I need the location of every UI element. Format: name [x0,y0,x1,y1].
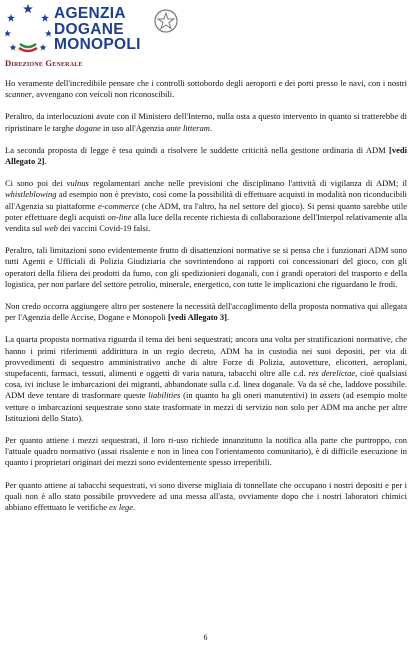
paragraph-text: Peraltro, da interlocuzioni avute con il Ministero dell'Interno, nulla osta a questo intervento in quanto si tratterebbe di ripristinare le targhe [5,111,407,133]
paragraph-text: (in quanto ha gli oneri manutentivi) in [180,390,320,401]
italic-term: scanner [5,89,32,100]
paragraph-text: La quarta proposta normativa riguarda il tema dei beni sequestrati; ancora una volta per stratificazioni normative, che hanno i primi riferimenti addirittura in un regio decreto, ADM ha in custodia nei suoi depositi, per via di provvedimenti di sequestro amministrativo anche di altre Forze di Polizia, autovetture, elicotteri, aeroplani, stupefacenti, farmaci, tessuti, alimenti e oggetti di varia natura, tabacchi oltre alle c.d. [5,334,407,379]
paragraph [5,111,407,133]
italic-term: e-commerce [97,200,140,211]
logo-wordmark [54,6,141,53]
paragraph [5,145,407,167]
logo-line-2: DOGANE [54,20,124,38]
republic-emblem-icon [153,8,179,34]
department-heading: Direzione Generale [5,58,83,68]
paragraph-text: . [227,312,230,323]
paragraph-text: , cioè qualsiasi cosa, ivi incluse le imbarcazioni dei migranti, abbandonate sulla c.d. linea doganale. Va da sé che, laddove possibile. ADM deve tentare di trasformare queste [5,368,407,401]
italic-term: ante litteram [166,122,210,133]
logo-line-1: AGENZIA [54,5,126,22]
paragraph [5,78,407,100]
italic-term: ex lege [109,502,133,513]
paragraph-text: in uso all'Agenzia [100,122,167,133]
italic-term: on-line [107,211,132,222]
paragraph-text: dei vaccini Covid-19 falsi. [57,223,151,234]
paragraph [5,301,407,323]
paragraph-text: Per quanto attiene i mezzi sequestrati, il loro ri-uso richiede innanzitutto la notifica alla parte che purtroppo, con l'attuale quadro normativo (assai risalente e non in linea con l'orientamento comunitario), è di difficile esecuzione in quanto i proprietari originari dei mezzi sono evidentemente spesso irreperibili. [5,435,407,468]
paragraph-text: Ho veramente dell'incredibile pensare che i controlli sottobordo degli aeroporti e dei porti presso le navi, con i nostri [5,78,407,88]
paragraph-text: . [132,502,136,513]
document-body [5,78,407,524]
paragraph [5,178,407,234]
paragraph [5,480,407,514]
paragraph-text: Peraltro, tali limitazioni sono evidentemente frutto di disattenzioni normative se si pensa che i funzionari ADM sono tutti Agenti e Ufficiali di Polizia Giudiziaria che sovrintendono ai rapporti coi concessionari del gioco, con gli operatori della filiera dei prodotti da fumo, con gli spedizionieri doganali, con i grandi operatori del trasporto e della logistica, per non parlare del settore petrolio, minerale, energetico, con tutte le implicazioni che riguardano le frodi. [5,245,407,289]
paragraph [5,334,407,424]
italic-term: dogane [75,122,101,133]
page-number: 6 [203,633,208,642]
paragraph-text: , avvengano con veicoli non riconoscibili. [31,89,175,100]
italic-term: web [44,223,58,234]
paragraph-text: . [209,122,212,133]
italic-term: vulnus [66,178,89,189]
paragraph-text: Ci sono poi dei [5,178,67,189]
italic-term: liabilities [148,390,181,401]
paragraph-text: Non credo occorra aggiungere altro per sostenere la necessità dell'accoglimento della proposta normativa qui allegata per l'Agenzia delle Accise, Dogane e Monopoli [5,301,407,323]
attachment-reference: [vedi Allegato 3] [167,312,228,323]
attachment-reference: [vedi Allegato 2] [5,144,407,167]
paragraph [5,435,407,469]
paragraph-text: (ad esempio molte vetture o imbarcazioni sequestrate sono state trasformate in mezzi di servizio non solo per ADM ma anche per altre Istituzioni dello Stato). [5,390,407,423]
italic-term: whistleblowing [5,189,57,200]
star-circle-emblem-icon [5,4,51,54]
paragraph [5,245,407,290]
paragraph-text: Per quanto attiene ai tabacchi sequestrati, vi sono diverse migliaia di tonnellate che occupano i nostri depositi e per i quali non è allo stato possibile provvedere ad una messa all'asta, ovviamente dopo che i nostri laboratori chimici abbiano effettuato le verifiche [5,479,407,513]
paragraph-text: La seconda proposta di legge è tesa quindi a risolvere le suddette criticità nella gestione ordinaria di ADM [5,144,390,155]
paragraph-text: alla luce della recente richiesta di collaborazione dell'Interpol relativamente alla vendita sul [5,211,407,234]
paragraph-text: regolamentari anche nelle previsioni che disciplinano l'attività di vigilanza di ADM; il [88,178,407,189]
paragraph-text: (che ADM, tra l'altro, ha nel settore del gioco). Si pensi quanto sarebbe utile poter effettuare degli acquisti [5,200,407,222]
logo-line-3: MONOPOLI [54,36,141,53]
italic-term: assets [319,390,341,401]
italic-term: res derelictae [308,368,356,379]
paragraph-text: ad esempio non è previsto, così come la possibilità di effettuare acquisti in modalità non riconducibili all'Agenzia su piattaforme [5,189,407,211]
agency-logo [5,4,185,56]
paragraph-text: . [44,156,47,167]
